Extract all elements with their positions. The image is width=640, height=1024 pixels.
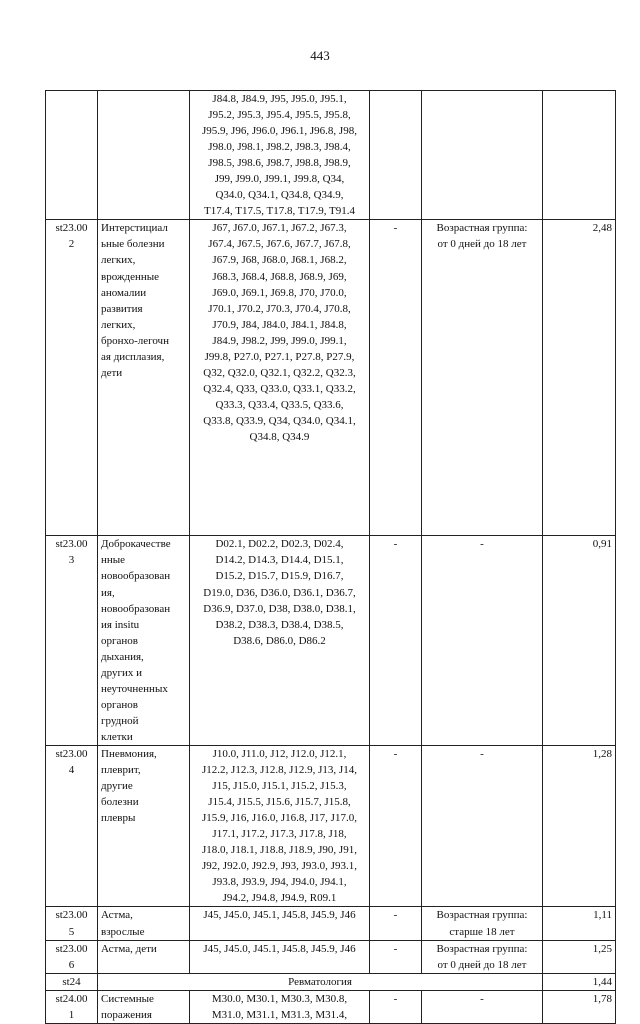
row-code: [46, 536, 98, 746]
row-dash: -: [370, 220, 422, 536]
row-name-line: ия,: [101, 586, 115, 599]
row-code-line: st23.00: [55, 942, 88, 955]
section-coefficient: 1,44: [543, 973, 616, 990]
row-name-line: плеврит,: [101, 764, 141, 777]
row-diagnoses-line: J93.8, J93.9, J94, J94.0, J94.1,: [212, 876, 347, 889]
row-dash: -: [370, 536, 422, 746]
row-diagnoses: [190, 745, 370, 906]
row-code: [46, 745, 98, 906]
row-coefficient: 2,48: [543, 220, 616, 536]
row-diagnoses-line: J95.9, J96, J96.0, J96.1, J96.8, J98,: [202, 125, 357, 138]
row-diagnoses: [190, 990, 370, 1023]
row-name: [98, 91, 190, 220]
row-diagnoses-line: M30.0, M30.1, M30.3, M30.8,: [211, 992, 348, 1005]
row-diagnoses-line: Q33.8, Q33.9, Q34, Q34.0, Q34.1,: [203, 414, 356, 427]
row-coefficient: 1,25: [543, 940, 616, 973]
row-diagnoses-line: J84.9, J98.2, J99, J99.0, J99.1,: [212, 334, 347, 347]
row-name-line: ая дисплазия,: [101, 350, 165, 363]
row-diagnoses-line: J17.1, J17.2, J17.3, J17.8, J18,: [212, 828, 347, 841]
row-diagnoses-line: J69.0, J69.1, J69.8, J70, J70.0,: [212, 286, 347, 299]
row-name-line: легких,: [101, 254, 136, 267]
row-name-line: новообразован: [101, 602, 171, 615]
row-diagnoses-line: M31.0, M31.1, M31.3, M31.4,: [211, 1008, 348, 1021]
row-code-line: 3: [68, 554, 75, 567]
row-name-line: развития: [101, 302, 143, 315]
row-diagnoses-line: J99, J99.0, J99.1, J99.8, Q34,: [214, 173, 345, 186]
row-coefficient: 1,11: [543, 907, 616, 940]
row-extra-criteria: [422, 536, 543, 746]
row-diagnoses-line: J92, J92.0, J92.9, J93, J93.0, J93.1,: [202, 860, 357, 873]
row-diagnoses-line: J12.2, J12.3, J12.8, J12.9, J13, J14,: [202, 764, 357, 777]
row-name-line: Астма,: [101, 909, 133, 922]
row-code-line: 2: [68, 238, 75, 251]
row-name-line: нные: [101, 554, 126, 567]
row-diagnoses-line: D15.2, D15.7, D15.9, D16.7,: [215, 570, 344, 583]
row-code-line: st23.00: [55, 747, 88, 760]
row-extra-criteria-line: от 0 дней до 18 лет: [437, 238, 527, 251]
row-name-line: плевры: [101, 812, 136, 825]
page-number: 443: [310, 48, 330, 63]
table-row: [46, 907, 616, 940]
row-diagnoses-line: J95.2, J95.3, J95.4, J95.5, J95.8,: [208, 109, 351, 122]
row-code-line: 6: [68, 958, 75, 971]
row-code-line: 1: [68, 1008, 75, 1021]
row-extra-criteria-line: старше 18 лет: [449, 925, 515, 938]
row-name-line: дети: [101, 366, 123, 379]
row-name-line: болезни: [101, 796, 139, 809]
row-diagnoses-line: J10.0, J11.0, J12, J12.0, J12.1,: [212, 747, 347, 760]
row-coefficient: [543, 91, 616, 220]
row-name-line: органов: [101, 634, 138, 647]
row-extra-criteria: [422, 91, 543, 220]
row-name-line: клетки: [101, 730, 133, 743]
row-name-line: других и: [101, 666, 142, 679]
row-name-line: легких,: [101, 318, 136, 331]
row-name-line: новообразован: [101, 570, 171, 583]
row-extra-criteria: [422, 220, 543, 536]
tariff-table: [45, 90, 616, 1024]
row-name-line: дыхания,: [101, 650, 144, 663]
table-row: [46, 990, 616, 1023]
row-diagnoses: [190, 536, 370, 746]
row-name: [98, 745, 190, 906]
row-name-line: ия insitu: [101, 618, 140, 631]
row-name: [98, 940, 190, 973]
row-diagnoses-line: D38.6, D86.0, D86.2: [233, 634, 326, 647]
row-diagnoses-line: Q34.8, Q34.9: [249, 430, 310, 443]
row-name: [98, 990, 190, 1023]
row-code: [46, 220, 98, 536]
row-diagnoses-line: J98.5, J98.6, J98.7, J98.8, J98.9,: [208, 157, 351, 170]
row-diagnoses: [190, 907, 370, 940]
row-name-line: неуточненных: [101, 682, 168, 695]
row-name-line: Пневмония,: [101, 747, 157, 760]
table-row: [46, 745, 616, 906]
row-diagnoses-line: J45, J45.0, J45.1, J45.8, J45.9, J46: [203, 909, 356, 922]
table-row: [46, 220, 616, 536]
row-diagnoses-line: J70.1, J70.2, J70.3, J70.4, J70.8,: [208, 302, 351, 315]
row-diagnoses-line: T17.4, T17.5, T17.8, T17.9, T91.4: [203, 205, 356, 218]
row-diagnoses-line: Q32.4, Q33, Q33.0, Q33.1, Q33.2,: [203, 382, 356, 395]
row-extra-criteria-line: -: [480, 747, 484, 760]
row-name-line: грудной: [101, 714, 139, 727]
row-coefficient: 0,91: [543, 536, 616, 746]
row-name-line: взрослые: [101, 925, 145, 938]
row-diagnoses-line: J94.2, J94.8, J94.9, R09.1: [222, 892, 337, 905]
row-diagnoses-line: J15.4, J15.5, J15.6, J15.7, J15.8,: [208, 796, 351, 809]
row-diagnoses-line: J70.9, J84, J84.0, J84.1, J84.8,: [212, 318, 347, 331]
row-diagnoses-line: J68.3, J68.4, J68.8, J68.9, J69,: [212, 270, 347, 283]
row-name-line: Доброкачестве: [101, 538, 171, 551]
row-code-line: st23.00: [55, 222, 88, 235]
row-diagnoses-line: J67, J67.0, J67.1, J67.2, J67.3,: [212, 222, 347, 235]
row-extra-criteria-line: Возрастная группа:: [436, 909, 528, 922]
row-name-line: Системные: [101, 992, 154, 1005]
row-extra-criteria-line: Возрастная группа:: [436, 222, 528, 235]
row-extra-criteria: [422, 990, 543, 1023]
row-dash: -: [370, 940, 422, 973]
row-coefficient: 1,28: [543, 745, 616, 906]
table-row: [46, 536, 616, 746]
row-name-line: органов: [101, 698, 138, 711]
row-name: [98, 907, 190, 940]
row-diagnoses-line: J67.4, J67.5, J67.6, J67.7, J67.8,: [208, 238, 351, 251]
row-diagnoses-line: D02.1, D02.2, D02.3, D02.4,: [215, 538, 344, 551]
row-diagnoses-line: J84.8, J84.9, J95, J95.0, J95.1,: [212, 93, 347, 105]
row-diagnoses-line: Q34.0, Q34.1, Q34.8, Q34.9,: [215, 189, 344, 202]
row-name-line: поражения: [101, 1008, 152, 1021]
row-diagnoses-line: D38.2, D38.3, D38.4, D38.5,: [215, 618, 344, 631]
row-diagnoses-line: Q33.3, Q33.4, Q33.5, Q33.6,: [215, 398, 344, 411]
row-dash: [370, 91, 422, 220]
row-name-line: Интерстициал: [101, 222, 168, 235]
section-title: Ревматология: [98, 973, 543, 990]
row-extra-criteria: [422, 940, 543, 973]
row-extra-criteria-line: -: [480, 538, 484, 551]
row-code: [46, 91, 98, 220]
row-dash: -: [370, 907, 422, 940]
row-diagnoses-line: J15, J15.0, J15.1, J15.2, J15.3,: [212, 780, 347, 793]
row-name-line: ьные болезни: [101, 238, 165, 251]
row-code-line: 5: [68, 925, 75, 938]
table-row: [46, 91, 616, 220]
row-extra-criteria-line: от 0 дней до 18 лет: [437, 958, 527, 971]
row-code-line: st24.00: [55, 992, 88, 1005]
row-name: [98, 536, 190, 746]
row-name-line: другие: [101, 780, 133, 793]
row-name: [98, 220, 190, 536]
section-code: st24: [46, 973, 98, 990]
row-code: [46, 940, 98, 973]
row-diagnoses-line: J99.8, P27.0, P27.1, P27.8, P27.9,: [204, 350, 355, 363]
row-diagnoses-line: J15.9, J16, J16.0, J16.8, J17, J17.0,: [202, 812, 357, 825]
row-diagnoses: [190, 91, 370, 220]
row-extra-criteria: [422, 745, 543, 906]
row-code-line: st23.00: [55, 909, 88, 922]
row-name-line: аномалии: [101, 286, 147, 299]
row-diagnoses-line: D19.0, D36, D36.0, D36.1, D36.7,: [203, 586, 356, 599]
row-code: [46, 990, 98, 1023]
row-name-line: бронхо-легочн: [101, 334, 169, 347]
row-extra-criteria-line: -: [480, 992, 484, 1005]
row-diagnoses: [190, 220, 370, 536]
row-diagnoses-line: D14.2, D14.3, D14.4, D15.1,: [215, 554, 344, 567]
row-coefficient: 1,78: [543, 990, 616, 1023]
row-code: [46, 907, 98, 940]
row-dash: -: [370, 990, 422, 1023]
row-diagnoses-line: J18.0, J18.1, J18.8, J18.9, J90, J91,: [202, 844, 357, 857]
row-dash: -: [370, 745, 422, 906]
row-extra-criteria: [422, 907, 543, 940]
row-diagnoses-line: Q32, Q32.0, Q32.1, Q32.2, Q32.3,: [203, 366, 356, 379]
row-diagnoses: [190, 940, 370, 973]
section-row: [46, 973, 616, 990]
row-name-line: Астма, дети: [101, 942, 157, 955]
row-code-line: st23.00: [55, 538, 88, 551]
row-diagnoses-line: J67.9, J68, J68.0, J68.1, J68.2,: [212, 254, 347, 267]
row-diagnoses-line: D36.9, D37.0, D38, D38.0, D38.1,: [203, 602, 356, 615]
row-name-line: врожденные: [101, 270, 160, 283]
row-extra-criteria-line: Возрастная группа:: [436, 942, 528, 955]
row-diagnoses-line: J45, J45.0, J45.1, J45.8, J45.9, J46: [203, 942, 356, 955]
table-row: [46, 940, 616, 973]
row-code-line: 4: [68, 764, 75, 777]
row-diagnoses-line: J98.0, J98.1, J98.2, J98.3, J98.4,: [208, 141, 351, 154]
